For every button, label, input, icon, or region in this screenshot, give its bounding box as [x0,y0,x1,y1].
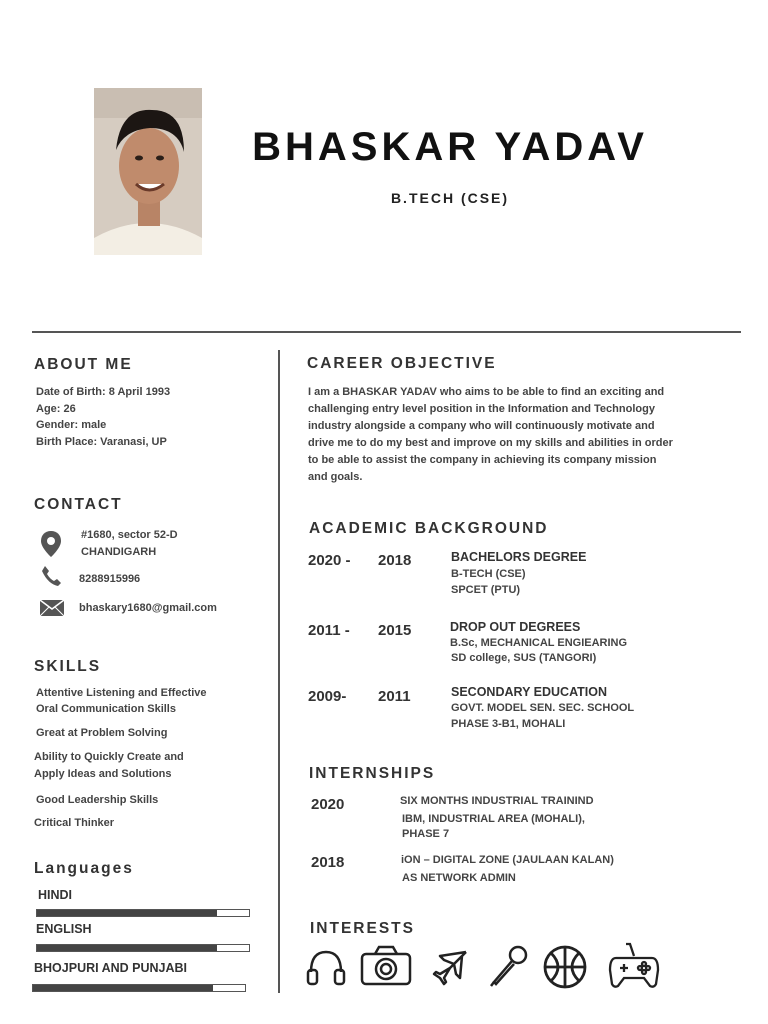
skill-item: Attentive Listening and Effective [36,687,207,699]
academic-detail: GOVT. MODEL SEN. SEC. SCHOOL [451,702,635,714]
about-title: ABOUT ME [34,356,133,373]
academic-year-from: 2011 - [308,622,350,639]
header-divider [32,331,741,333]
career-title: CAREER OBJECTIVE [307,355,497,372]
skill-item: Good Leadership Skills [36,794,159,806]
career-line: challenging entry level position in the Information and Technology [308,403,655,415]
skill-item: Oral Communication Skills [36,703,176,715]
language-level-bar [36,944,250,952]
email-icon [40,600,64,616]
academic-year-to: 2011 [378,688,411,705]
headphones-icon [305,946,347,988]
gamepad-icon [608,940,660,990]
contact-title: CONTACT [34,496,123,513]
internship-detail: SIX MONTHS INDUSTRIAL TRAININD [400,795,594,807]
interests-title: INTERESTS [310,920,415,937]
academic-detail: B.Sc, MECHANICAL ENGIEARING [450,637,628,649]
academic-detail: SPCET (PTU) [451,584,521,596]
academic-year-to: 2018 [378,552,412,569]
column-divider [278,350,280,993]
internships-title: INTERNSHIPS [309,765,436,782]
microphone-icon [488,944,530,988]
about-dob: Date of Birth: 8 April 1993 [36,386,171,398]
address-line-2: CHANDIGARH [81,546,157,558]
career-line: to be able to assist the company in achieving its company mission [308,454,657,466]
candidate-name: BHASKAR YADAV [252,125,648,169]
internship-detail: iON – DIGITAL ZONE (JAULAAN KALAN) [401,854,614,866]
profile-photo [94,88,202,255]
career-line: I am a BHASKAR YADAV who aims to be able to find an exciting and [308,386,665,398]
language-name: HINDI [38,888,73,902]
about-age: Age: 26 [36,403,76,415]
basketball-icon [542,944,588,990]
skill-item: Great at Problem Solving [36,727,168,739]
candidate-degree: B.TECH (CSE) [390,190,510,206]
academic-year-to: 2015 [378,622,412,639]
internship-detail: IBM, INDUSTRIAL AREA (MOHALI), [402,813,585,825]
phone-number: 8288915996 [79,573,141,585]
language-name: ENGLISH [36,922,92,936]
academic-title: ACADEMIC BACKGROUND [309,520,549,537]
career-line: and goals. [308,471,363,483]
internship-detail: AS NETWORK ADMIN [402,872,516,884]
academic-degree: SECONDARY EDUCATION [451,685,608,699]
about-gender: Gender: male [36,419,107,431]
language-level-fill [37,945,217,951]
phone-icon [40,565,62,587]
internship-year: 2020 [311,796,345,813]
academic-year-from: 2009- [308,688,347,705]
academic-detail: PHASE 3-B1, MOHALI [451,718,566,730]
language-level-bar [32,984,246,992]
languages-title: Languages [34,860,134,877]
skill-item: Critical Thinker [34,817,115,829]
language-name: BHOJPURI AND PUNJABI [34,961,188,975]
language-level-fill [33,985,213,991]
academic-detail: B-TECH (CSE) [451,568,526,580]
airplane-icon [430,948,470,988]
academic-year-from: 2020 - [308,552,351,569]
academic-detail: SD college, SUS (TANGORI) [451,652,597,664]
about-birthplace: Birth Place: Varanasi, UP [36,436,167,448]
address-line-1: #1680, sector 52-D [81,529,178,541]
career-line: industry alongside a company who will continuously motivate and [308,420,655,432]
career-line: drive me to do my best and improve on my skills and abilities in order [308,437,673,449]
language-level-fill [37,910,217,916]
location-pin-icon [40,530,62,558]
skill-item: Ability to Quickly Create and [34,751,184,763]
skill-item: Apply Ideas and Solutions [34,768,172,780]
email-address: bhaskary1680@gmail.com [79,602,217,614]
academic-degree: DROP OUT DEGREES [450,620,581,634]
language-level-bar [36,909,250,917]
camera-icon [359,944,413,988]
internship-detail: PHASE 7 [402,828,450,840]
skills-title: SKILLS [34,658,102,675]
internship-year: 2018 [311,854,345,871]
academic-degree: BACHELORS DEGREE [451,550,587,564]
